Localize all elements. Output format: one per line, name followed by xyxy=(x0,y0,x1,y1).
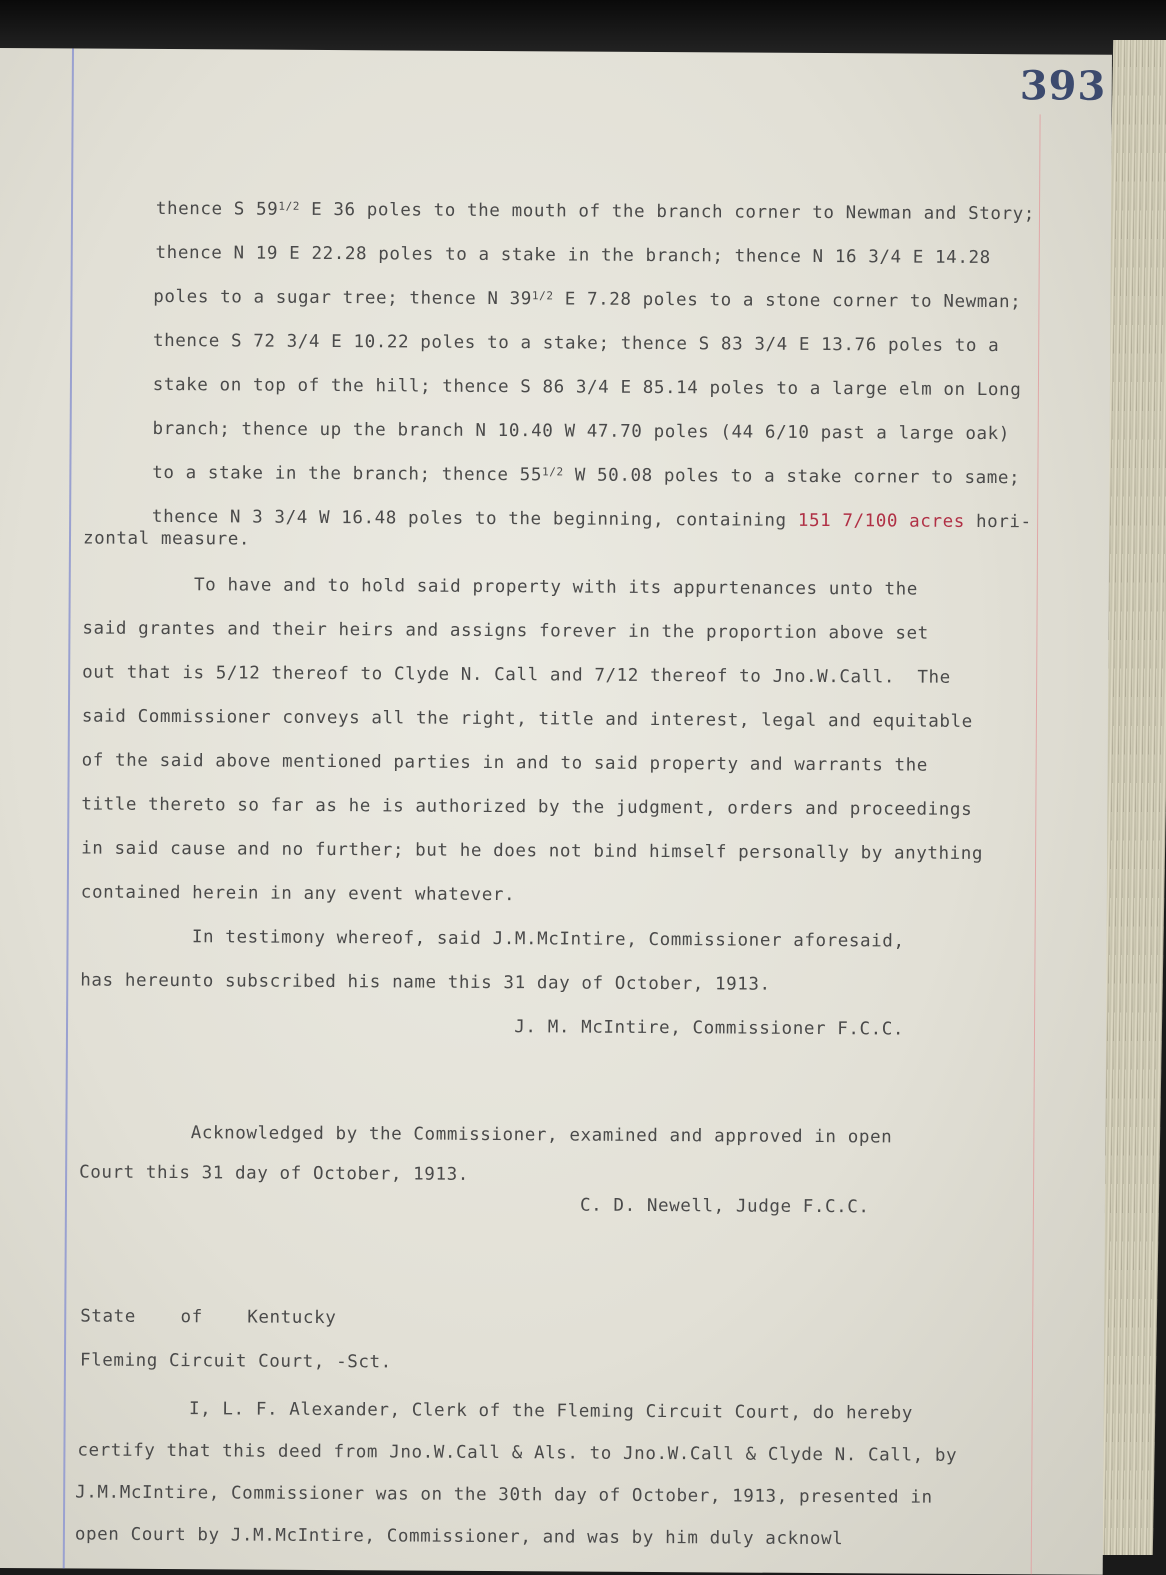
commissioner-signature: J. M. McIntire, Commissioner F.C.C. xyxy=(79,1014,905,1040)
page-number: 393 xyxy=(1019,62,1107,110)
deed-line: said grantes and their heirs and assigns forever in the proportion above set xyxy=(82,618,929,644)
deed-line: Court this 31 day of October, 1913. xyxy=(79,1162,469,1185)
line-text: W 50.08 poles to a stake corner to same; xyxy=(563,465,1021,489)
line-text: hori- xyxy=(964,511,1032,533)
acreage-text: 151 7/100 acres xyxy=(797,510,965,532)
line-text: thence N 19 E 22.28 poles to a stake in the branch; thence N 16 3/4 E 14.28 xyxy=(155,242,991,269)
deed-line: title thereto so far as he is authorized by the judgment, orders and proceedings xyxy=(81,794,973,820)
deed-line: contained herein in any event whatever. xyxy=(80,882,516,906)
fraction: 1/2 xyxy=(541,465,564,479)
deed-line: open Court by J.M.McIntire, Commissioner, and was by him duly acknowl xyxy=(74,1524,844,1550)
line-text: thence S 72 3/4 E 10.22 poles to a stake; thence S 83 3/4 E 13.76 poles to a xyxy=(152,330,1000,357)
deed-line: in said cause and no further; but he does not bind himself personally by anything xyxy=(81,838,984,865)
deed-line: I, L. F. Alexander, Clerk of the Fleming Circuit Court, do hereby xyxy=(77,1398,913,1424)
court-heading: Fleming Circuit Court, -Sct. xyxy=(79,1350,392,1373)
line-text: E 36 poles to the mouth of the branch corner to Newman and Story; xyxy=(299,199,1036,225)
deed-line: J.M.McIntire, Commissioner was on the 30th day of October, 1913, presented in xyxy=(75,1482,933,1508)
state-heading: State of Kentucky xyxy=(80,1306,337,1329)
deed-line: of the said above mentioned parties in and to said property and warrants the xyxy=(81,750,929,776)
line-text: poles to a sugar tree; thence N 39 xyxy=(153,286,532,310)
judge-signature: C. D. Newell, Judge F.C.C. xyxy=(78,1192,870,1218)
line-text: thence S 59 xyxy=(155,198,279,220)
deed-line: To have and to hold said property with its appurtenances unto the xyxy=(82,574,918,600)
left-margin-rule xyxy=(63,48,74,1568)
deed-line: zontal measure. xyxy=(82,528,251,550)
fraction: 1/2 xyxy=(531,289,554,303)
line-text: E 7.28 poles to a stone corner to Newman; xyxy=(553,289,1022,313)
deed-line: certify that this deed from Jno.W.Call & Als. to Jno.W.Call & Clyde N. Call, by xyxy=(77,1440,958,1466)
line-text: thence N 3 3/4 W 16.48 poles to the beginning, containing xyxy=(151,506,798,531)
deed-line: has hereunto subscribed his name this 31 day of October, 1913. xyxy=(80,970,771,995)
line-text: to a stake in the branch; thence 55 xyxy=(152,462,543,486)
deed-line: said Commissioner conveys all the right, title and interest, legal and equitable xyxy=(81,706,973,732)
right-margin-rule xyxy=(1031,114,1041,1574)
line-text: stake on top of the hill; thence S 86 3/4 E 85.14 poles to a large elm on Long xyxy=(152,374,1022,401)
deed-line: In testimony whereof, said J.M.McIntire, Commissioner aforesaid, xyxy=(80,926,905,952)
deed-line: Acknowledged by the Commissioner, examined and approved in open xyxy=(79,1122,893,1148)
fraction: 1/2 xyxy=(278,199,301,213)
deed-line: out that is 5/12 thereof to Clyde N. Call and 7/12 thereof to Jno.W.Call. The xyxy=(82,662,951,688)
ledger-page xyxy=(0,48,1112,1575)
line-text: branch; thence up the branch N 10.40 W 47.70 poles (44 6/10 past a large oak) xyxy=(152,418,1011,445)
